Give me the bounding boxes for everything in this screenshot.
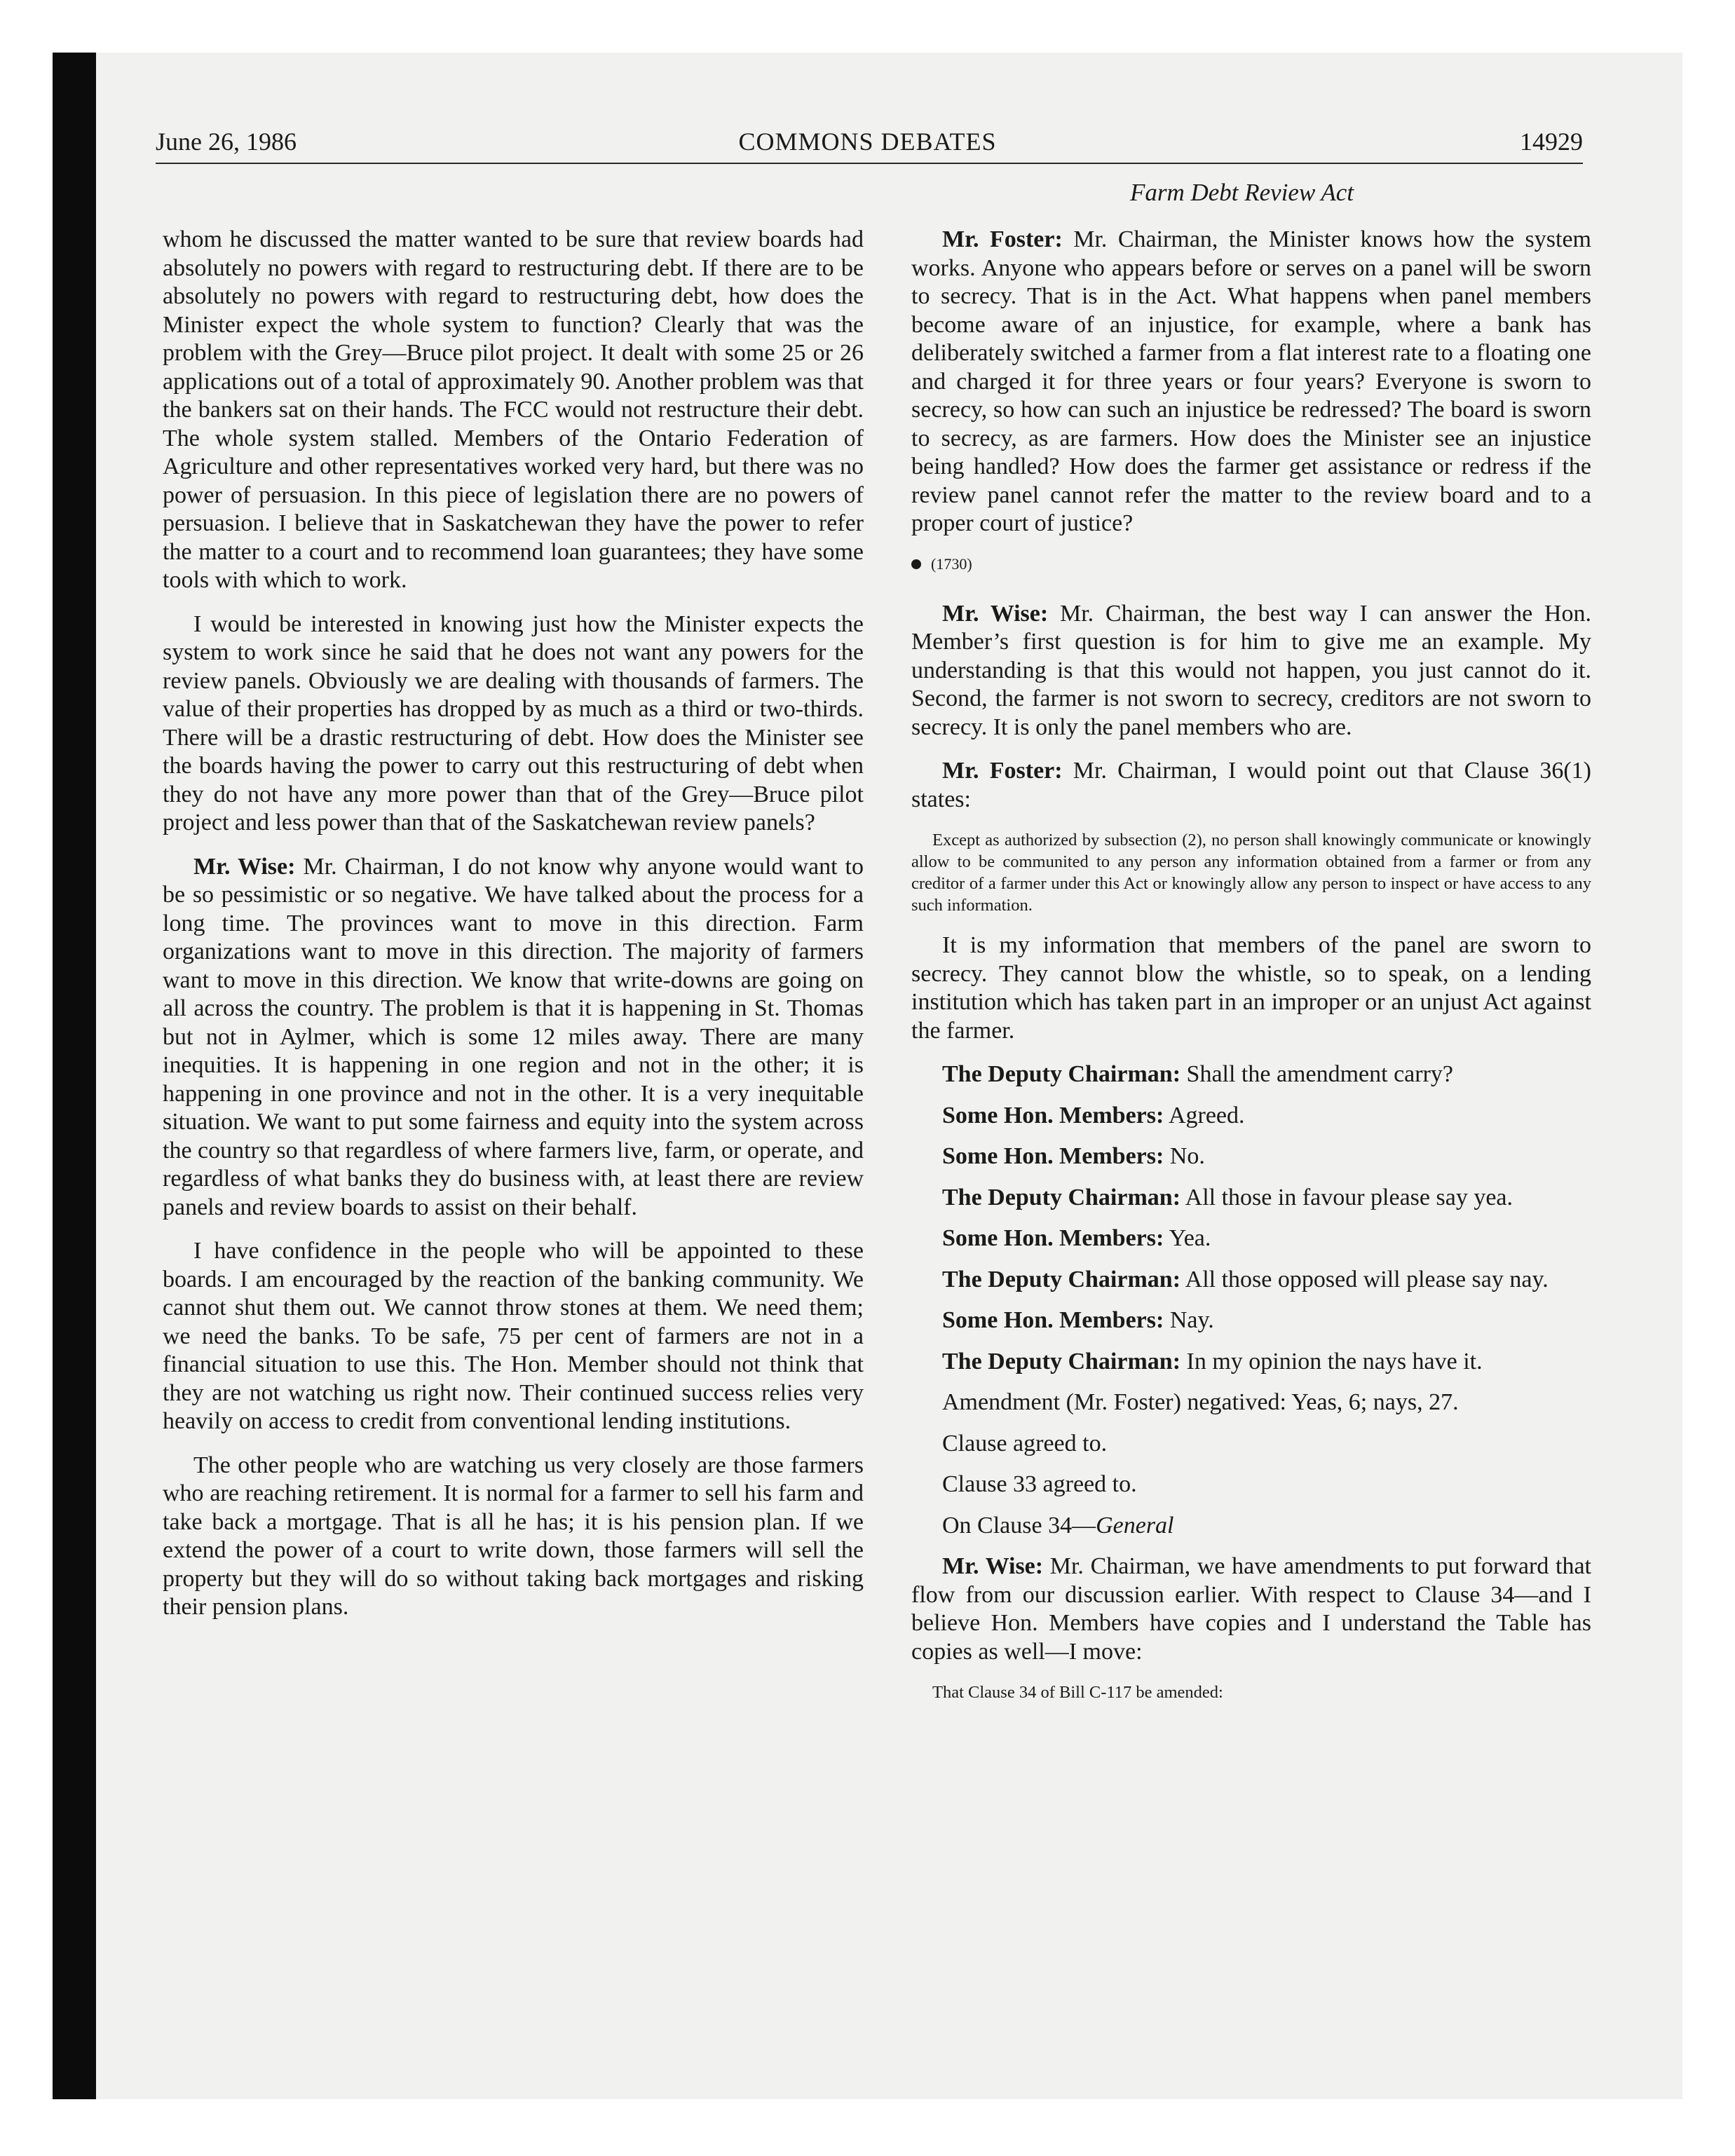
speaker-name: Some Hon. Members: <box>942 1225 1164 1251</box>
speaker-name: Mr. Wise: <box>942 600 1049 627</box>
right-column <box>911 226 1591 1719</box>
speaker-name: Some Hon. Members: <box>942 1102 1164 1128</box>
motion-text: That Clause 34 of Bill C-117 be amended: <box>932 1683 1223 1702</box>
vote-result: Amendment (Mr. Foster) negatived: Yeas, 6; nays, 27. <box>942 1389 1459 1415</box>
paragraph: I have confidence in the people who will be appointed to these boards. I am encouraged by the reaction of the banking community. We cannot shut them out. We cannot throw stones at them. We need them; we need the banks. To be safe, 75 per cent of farmers are not in a financial situation to use this. The Hon. Member should not think that they are not watching us right now. Their continued success relies very heavily on access to credit from conventional lending institutions. <box>163 1238 864 1434</box>
speaker-name: Mr. Wise: <box>942 1553 1044 1579</box>
paragraph: The other people who are watching us very closely are those farmers who are reaching retirement. It is normal for a farmer to sell his farm and take back a mortgage. That is all he has; it is his pension plan. If we extend the power of a court to write down, those farmers will sell the property but they will do so without taking back mortgages and risking their pension plans. <box>163 1452 864 1620</box>
vote-line <box>911 1102 1591 1131</box>
header-rule <box>156 163 1583 164</box>
header-title: COMMONS DEBATES <box>738 128 997 156</box>
running-head: Farm Debt Review Act <box>1129 179 1354 206</box>
vote-line <box>911 1184 1591 1213</box>
vote-line <box>911 1306 1591 1335</box>
speech-text: Shall the amendment carry? <box>1181 1061 1453 1087</box>
speaker-name: The Deputy Chairman: <box>942 1266 1181 1292</box>
clause-agreed: Clause agreed to. <box>942 1430 1108 1456</box>
quoted-clause: Except as authorized by subsection (2), no person shall knowingly communicate or knowingly allow to be communited to any person any information obtained from a farmer or from any creditor of a farmer under this Act or knowingly allow any person to inspect or have access to any such information. <box>911 831 1591 915</box>
speaker-name: Some Hon. Members: <box>942 1307 1164 1333</box>
vote-line <box>911 1142 1591 1171</box>
speech-text: All those in favour please say yea. <box>1181 1184 1513 1210</box>
timestamp <box>911 554 1591 575</box>
vote-line <box>911 1266 1591 1295</box>
speaker-name: Some Hon. Members: <box>942 1143 1164 1169</box>
speaker-name: Mr. Foster: <box>942 226 1063 252</box>
speech-text: Yea. <box>1164 1225 1211 1251</box>
timestamp-text: (1730) <box>931 554 972 573</box>
on-clause-subject: General <box>1096 1512 1174 1538</box>
vote-line <box>911 1060 1591 1089</box>
header-date: June 26, 1986 <box>156 128 297 156</box>
speech-text: Mr. Chairman, I do not know why anyone would want to be so pessimistic or so negative. We have talked about the process for a long time. The provinces want to move in this direction. Farm organizations want to move in this direction. The majority of farmers want to move in this direction. We know that write-downs are going on all across the country. The problem is that it is happening in St. Thomas but not in Aylmer, which is some 12 miles away. There are many inequities. It is happening in one region and not in the other; it is happening in one province and not in the other. It is a very inequitable situation. We want to put some fairness and equity into the system across the country so that regardless of where farmers live, farm, or operate, and regardless of what banks they do business with, at least there are review panels and review boards to assist on their behalf. <box>163 853 864 1220</box>
vote-line <box>911 1224 1591 1253</box>
speech <box>911 226 1591 538</box>
speaker-name: Mr. Foster: <box>942 758 1063 784</box>
speech-text: In my opinion the nays have it. <box>1181 1348 1483 1374</box>
speech-text: All those opposed will please say nay. <box>1181 1266 1549 1292</box>
paragraph: whom he discussed the matter wanted to be sure that review boards had absolutely no powers with regard to restructuring debt. If there are to be absolutely no powers with regard to restructuring debt, how does the Minister expect the whole system to function? Clearly that was the problem with the Grey—Bruce pilot project. It dealt with some 25 or 26 applications out of a total of approximately 90. Another problem was that the bankers sat on their hands. The FCC would not restructure their debt. The whole system stalled. Members of the Ontario Federation of Agriculture and other representatives worked very hard, but there was no power of persuasion. In this piece of legislation there are no powers of persuasion. I believe that in Saskatchewan they have the power to refer the matter to a court and to recommend loan guarantees; they have some tools with which to work. <box>163 226 864 593</box>
on-clause-prefix: On Clause 34— <box>942 1512 1096 1538</box>
speech-text: Mr. Chairman, we have amendments to put forward that flow from our discussion earlier. With respect to Clause 34—and I believe Hon. Members have copies and I understand the Table has copies as well—I move: <box>911 1553 1591 1665</box>
paragraph: I would be interested in knowing just how the Minister expects the system to work since he said that he does not want any powers for the review panels. Obviously we are dealing with thousands of farmers. The value of their properties has dropped by as much as a third or two-thirds. There will be a drastic restructuring of debt. How does the Minister see the boards having the power to carry out this restructuring of debt when they do not have any more power than that of the Grey—Bruce pilot project and less power than that of the Saskatchewan review panels? <box>163 610 864 835</box>
header-page-number: 14929 <box>1520 128 1583 156</box>
speech <box>163 853 864 1222</box>
speaker-name: The Deputy Chairman: <box>942 1348 1181 1374</box>
bullet-icon <box>911 559 921 569</box>
clause-33-agreed: Clause 33 agreed to. <box>942 1471 1137 1497</box>
speech-text: Agreed. <box>1164 1102 1245 1128</box>
paragraph: It is my information that members of the panel are sworn to secrecy. They cannot blow the whistle, so to speak, on a lending institution which has taken part in an improper or an unjust Act against the farmer. <box>911 932 1591 1044</box>
speech-text: Mr. Chairman, the Minister knows how the system works. Anyone who appears before or serves on a panel will be sworn to secrecy. That is in the Act. What happens when panel members become aware of an injustice, for example, where a bank has deliberately switched a farmer from a flat interest rate to a floating one and charged it for three years or four years? Everyone is sworn to secrecy, so how can such an injustice be redressed? The board is sworn to secrecy, as are farmers. How does the Minister see an injustice being handled? How does the farmer get assistance or redress if the review panel cannot refer the matter to the review board and to a proper court of justice? <box>911 226 1591 536</box>
speech <box>911 600 1591 742</box>
speaker-name: Mr. Wise: <box>193 853 296 880</box>
speech-text: Nay. <box>1164 1307 1214 1333</box>
binding-edge <box>53 53 96 2099</box>
speaker-name: The Deputy Chairman: <box>942 1184 1181 1210</box>
speech-text: No. <box>1164 1143 1205 1169</box>
on-clause-34 <box>911 1512 1591 1541</box>
speaker-name: The Deputy Chairman: <box>942 1061 1181 1087</box>
speech <box>911 757 1591 814</box>
vote-line <box>911 1348 1591 1377</box>
left-column <box>163 226 864 1637</box>
speech-text: Mr. Chairman, I would point out that Clause 36(1) states: <box>911 758 1591 812</box>
speech <box>911 1553 1591 1666</box>
speech-text: Mr. Chairman, the best way I can answer the Hon. Member’s first question is for him to give me an example. My understanding is that this would not happen, you just cannot do it. Second, the farmer is not sworn to secrecy, creditors are not sworn to secrecy. It is only the panel members who are. <box>911 600 1591 740</box>
